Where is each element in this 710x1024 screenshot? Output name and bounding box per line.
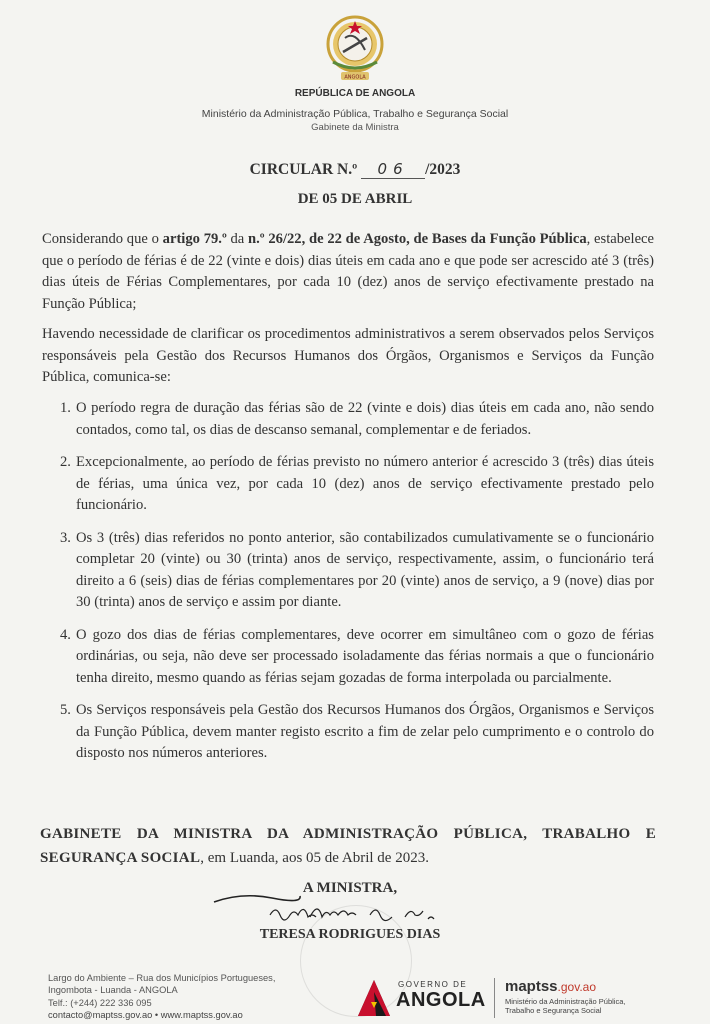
footer-phone: Telf.: (+244) 222 336 095 — [48, 997, 152, 1008]
footer-web-contacts[interactable]: contacto@maptss.gov.ao • www.maptss.gov.ao — [48, 1009, 243, 1020]
maptss-brand — [505, 978, 625, 1015]
closing-statement — [40, 822, 656, 870]
maptss-sub-1: Ministério da Administração Pública, — [505, 997, 626, 1006]
p1-bold-law: n.º 26/22, de 22 de Agosto, de Bases da Função Pública — [248, 231, 587, 247]
maptss-name: maptss — [505, 978, 558, 995]
circular-date: DE 05 DE ABRIL — [297, 191, 413, 207]
numbered-list — [60, 398, 654, 776]
svg-text:ANGOLA: ANGOLA — [344, 74, 366, 81]
list-item-text: O gozo dos dias de férias complementares, deve ocorrer em simultâneo com o gozo de férias ordinárias, ou seja, não deve ser processado isoladamente das férias normais a que o funcionário tenha direito, mesmo quando as férias sejam gozadas de forma interpolada ou parcialmente. — [76, 626, 654, 686]
footer-address-1: Largo do Ambiente – Rua dos Municípios Portugueses, — [48, 973, 276, 983]
list-item-text: Os 3 (três) dias referidos no ponto anterior, são contabilizados cumulativamente se o funcionário completar 20 (vinte) ou 30 (trinta) anos de serviço, respectivamente, assim, o funcionário terá direito a 6 (seis) dias de férias complementares por 20 (vinte) anos de serviço, a 9 (nove) dias por 30 (trinta) anos de serviço e assim por diante. — [76, 529, 654, 610]
p1-bold-article: artigo 79.º — [162, 231, 227, 247]
p1-text-2: da — [226, 231, 249, 247]
signature-title: A MINISTRA, — [302, 880, 398, 896]
cabinet-name: Gabinete da Ministra — [311, 122, 399, 133]
list-item-number: 5. — [60, 702, 71, 718]
governo-angola-logo-icon — [356, 978, 392, 1018]
document-header — [0, 12, 710, 133]
list-item — [60, 700, 654, 765]
maptss-sub-2: Trabalho e Segurança Social — [505, 1006, 602, 1015]
p1-text-3: , estabelece que o período de férias é de 22 (vinte e dois) dias úteis em cada ano e que pode ser acrescido até 3 (três) dias úteis de Férias Complementares, por cada 10 (dez) anos de serviço efectivamente prestado na Função Pública; — [42, 231, 654, 312]
footer-contacts — [48, 972, 275, 1021]
list-item — [60, 528, 654, 614]
maptss-domain: .gov.ao — [557, 980, 597, 994]
closing-rest: , em Luanda, aos 05 de Abril de 2023. — [200, 850, 429, 866]
governo-line-2: ANGOLA — [396, 989, 486, 1011]
footer-address-2: Ingombota - Luanda - ANGOLA — [48, 985, 178, 996]
list-item — [60, 625, 654, 690]
signature-block — [220, 880, 480, 943]
ministry-name: Ministério da Administração Pública, Trabalho e Segurança Social — [201, 108, 509, 120]
circular-prefix: CIRCULAR N.º — [249, 161, 358, 178]
angola-coat-of-arms-icon — [323, 12, 387, 84]
governo-angola-logo — [356, 976, 486, 1020]
closing-bold: GABINETE DA MINISTRA DA ADMINISTRAÇÃO PÚBLICA, TRABALHO E SEGURANÇA SOCIAL — [40, 826, 656, 866]
list-item — [60, 398, 654, 441]
signatory-name: TERESA RODRIGUES DIAS — [259, 927, 441, 942]
list-item-text: O período regra de duração das férias são de 22 (vinte e dois) dias úteis em cada ano, não sendo contados, como tal, os dias de descanso semanal, complementar e de feriados. — [76, 400, 654, 438]
p1-text-1: Considerando que o — [42, 231, 163, 247]
list-item-text: Os Serviços responsáveis pela Gestão dos Recursos Humanos dos Órgãos, Organismos e Serviços da Função Pública, devem manter registo escrito a fim de zelar pelo cumprimento e o controlo do disposto nos números anteriores. — [76, 702, 654, 761]
list-item-number: 1. — [60, 400, 71, 416]
list-item-number: 4. — [60, 626, 71, 643]
list-item-text: Excepcionalmente, ao período de férias previsto no número anterior é acrescido 3 (três) dias úteis de férias, uma única vez, por cada 10 (dez) anos de serviço efectivamente prestado pelo funcionário. — [76, 454, 654, 513]
list-item — [60, 452, 654, 517]
circular-number: 06 — [361, 160, 425, 179]
circular-year: /2023 — [425, 161, 461, 178]
list-item-number: 3. — [60, 529, 71, 546]
list-item-number: 2. — [60, 454, 71, 470]
republic-title: REPÚBLICA DE ANGOLA — [294, 88, 416, 99]
paragraph-havendo: Havendo necessidade de clarificar os procedimentos administrativos a serem observados pelos Serviços responsáveis pela Gestão dos Recursos Humanos dos Órgãos, Organismos e Serviços da Função Pública, comunica-se: — [42, 326, 654, 385]
paragraph-considerando — [42, 229, 654, 315]
governo-line-1: GOVERNO DE — [398, 980, 468, 989]
circular-title — [0, 160, 710, 179]
footer-divider — [494, 978, 495, 1018]
